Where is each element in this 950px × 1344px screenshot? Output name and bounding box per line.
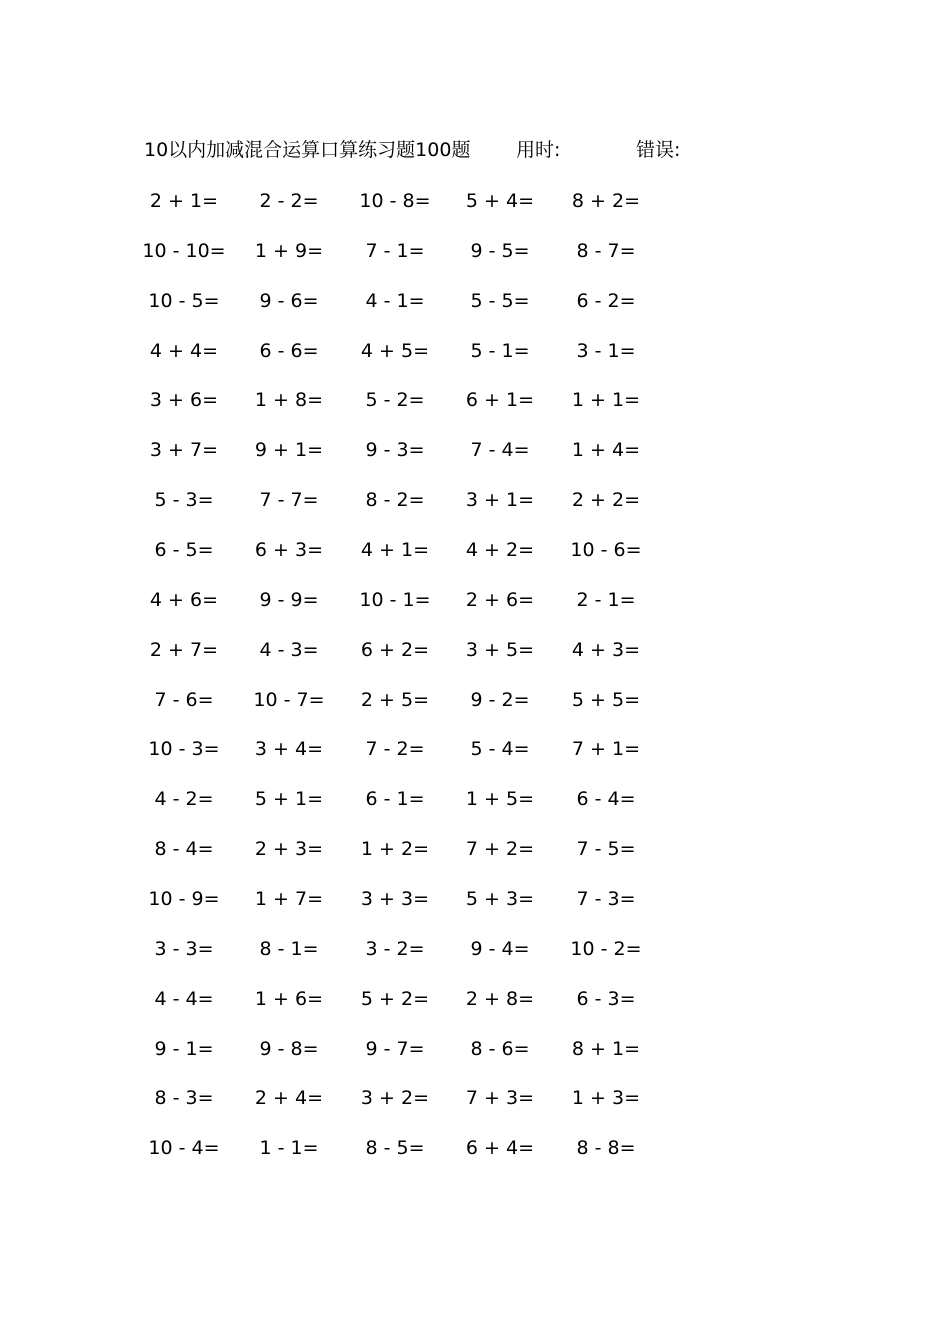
math-problem: 6 + 3= [254,539,323,561]
math-problem: 7 + 2= [465,838,534,861]
math-problem: 4 - 2= [154,788,214,811]
math-problem: 10 - 6= [570,539,642,561]
math-problem: 3 + 4= [254,738,323,761]
problem-row [0,186,950,216]
math-problem: 1 + 7= [254,887,323,910]
math-problem: 3 + 7= [149,439,218,462]
math-problem: 2 + 4= [254,1087,323,1110]
math-problem: 9 - 7= [365,1037,425,1060]
problem-row [0,385,950,415]
math-problem: 8 - 8= [576,1137,636,1160]
math-problem: 10 - 2= [570,937,642,960]
math-problem: 4 + 2= [465,539,534,561]
problem-row [0,286,950,316]
math-problem: 8 - 4= [154,838,214,861]
math-problem: 10 - 1= [359,588,431,611]
problem-row [0,236,950,266]
math-problem: 10 - 3= [148,738,220,761]
problem-row [0,585,950,615]
math-problem: 1 - 1= [259,1137,319,1160]
math-problem: 9 - 8= [259,1037,319,1060]
math-problem: 2 + 5= [360,688,429,711]
problem-row [0,934,950,964]
math-problem: 3 + 1= [465,489,534,512]
math-problem: 7 - 1= [365,239,425,262]
math-problem: 5 - 3= [154,489,214,512]
math-problem: 1 + 1= [571,389,640,412]
math-problem: 4 + 1= [360,539,429,561]
math-problem: 8 + 1= [571,1037,640,1060]
math-problem: 2 - 1= [576,588,636,611]
math-problem: 8 - 6= [470,1037,530,1060]
math-problem: 9 - 3= [365,439,425,462]
math-problem: 1 + 4= [571,439,640,462]
math-problem: 5 + 5= [571,688,640,711]
problem-row [0,485,950,515]
math-problem: 5 + 4= [465,190,534,212]
math-problem: 7 - 7= [259,489,319,512]
math-problem: 7 - 4= [470,439,530,462]
math-problem: 1 + 8= [254,389,323,412]
math-problem: 7 + 3= [465,1087,534,1110]
math-problem: 9 - 4= [470,937,530,960]
math-problem: 6 - 1= [365,788,425,811]
problem-row [0,1083,950,1113]
problem-row [0,784,950,814]
problem-row [0,1034,950,1064]
math-problem: 3 + 2= [360,1087,429,1110]
math-problem: 1 + 2= [360,838,429,861]
math-problem: 4 + 5= [360,339,429,362]
math-problem: 9 - 5= [470,239,530,262]
math-problem: 8 + 2= [571,190,640,212]
math-problem: 8 - 7= [576,239,636,262]
math-problem: 9 + 1= [254,439,323,462]
problem-row [0,685,950,715]
math-problem: 8 - 2= [365,489,425,512]
math-problem: 1 + 6= [254,987,323,1010]
error-label: 错误: [636,139,681,161]
math-problem: 8 - 3= [154,1087,214,1110]
math-problem: 7 - 2= [365,738,425,761]
math-problem: 1 + 3= [571,1087,640,1110]
math-problem: 4 - 3= [259,638,319,661]
math-problem: 7 - 6= [154,688,214,711]
math-problem: 3 + 6= [149,389,218,412]
math-problem: 6 - 5= [154,539,214,561]
problem-row [0,535,950,565]
math-problem: 7 - 3= [576,887,636,910]
math-problem: 3 - 1= [576,339,636,362]
math-problem: 8 - 5= [365,1137,425,1160]
math-problem: 2 + 1= [149,190,218,212]
math-problem: 9 - 1= [154,1037,214,1060]
math-problem: 2 + 3= [254,838,323,861]
math-problem: 6 - 3= [576,987,636,1010]
math-problem: 8 - 1= [259,937,319,960]
problem-row [0,635,950,665]
math-problem: 2 + 6= [465,588,534,611]
math-problem: 3 + 3= [360,887,429,910]
math-problem: 6 + 4= [465,1137,534,1160]
math-problem: 5 + 2= [360,987,429,1010]
math-problem: 2 + 7= [149,638,218,661]
math-problem: 2 + 2= [571,489,640,512]
math-problem: 4 + 4= [149,339,218,362]
time-label: 用时: [516,139,561,161]
math-problem: 6 - 2= [576,289,636,312]
problem-row [0,984,950,1014]
math-problem: 4 + 6= [149,588,218,611]
math-problem: 10 - 5= [148,289,220,312]
math-problem: 5 + 1= [254,788,323,811]
problem-row [0,834,950,864]
math-problem: 10 - 4= [148,1137,220,1160]
problem-row [0,435,950,465]
math-problem: 4 + 3= [571,638,640,661]
math-problem: 6 + 1= [465,389,534,412]
math-problem: 3 - 3= [154,937,214,960]
problem-row [0,734,950,764]
math-problem: 4 - 4= [154,987,214,1010]
problem-row [0,1133,950,1163]
math-problem: 3 + 5= [465,638,534,661]
math-problem: 4 - 1= [365,289,425,312]
math-problem: 9 - 6= [259,289,319,312]
math-problem: 2 - 2= [259,190,319,212]
math-problem: 5 - 2= [365,389,425,412]
math-problem: 3 - 2= [365,937,425,960]
math-problem: 7 + 1= [571,738,640,761]
math-problem: 5 + 3= [465,887,534,910]
problem-row [0,336,950,366]
math-problem: 10 - 10= [142,239,226,262]
math-problem: 10 - 7= [253,688,325,711]
math-problem: 7 - 5= [576,838,636,861]
math-problem: 1 + 5= [465,788,534,811]
problem-row [0,884,950,914]
math-problem: 5 - 1= [470,339,530,362]
math-problem: 6 - 4= [576,788,636,811]
math-problem: 1 + 9= [254,239,323,262]
math-problem: 2 + 8= [465,987,534,1010]
math-problem: 9 - 2= [470,688,530,711]
math-problem: 6 - 6= [259,339,319,362]
math-problem: 10 - 9= [148,887,220,910]
math-problem: 6 + 2= [360,638,429,661]
worksheet-title: 10以内加减混合运算口算练习题100题 [144,139,471,161]
math-problem: 5 - 4= [470,738,530,761]
math-problem: 10 - 8= [359,190,431,212]
math-problem: 5 - 5= [470,289,530,312]
math-problem: 9 - 9= [259,588,319,611]
